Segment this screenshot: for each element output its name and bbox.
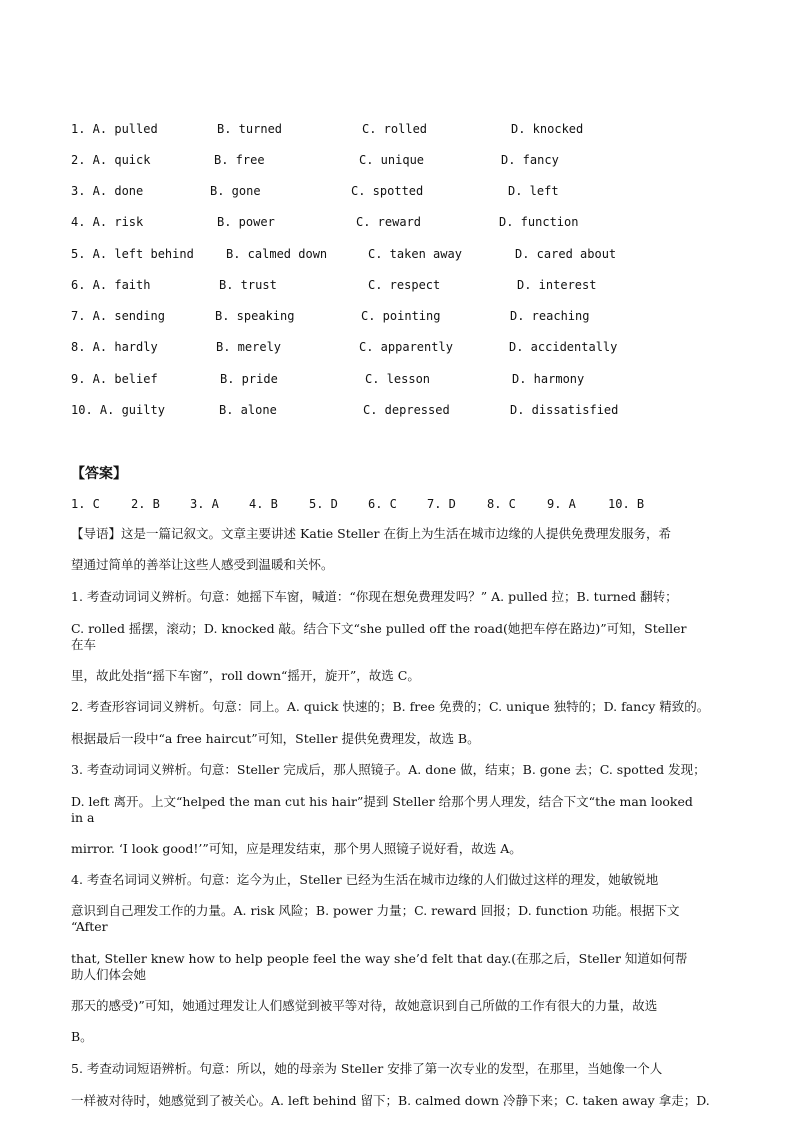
explanation-line: 在车 <box>71 637 97 652</box>
option-b: B. speaking <box>215 309 295 323</box>
option-b: B. gone <box>210 184 261 198</box>
option-d: D. interest <box>517 278 597 292</box>
option-d: D. knocked <box>511 122 584 136</box>
option-d: D. accidentally <box>509 340 618 354</box>
option-c: C. lesson <box>365 372 431 386</box>
option-c: C. apparently <box>359 340 453 354</box>
option-c: C. reward <box>356 215 422 229</box>
option-b: B. alone <box>219 403 277 417</box>
explanation-line: D. left 离开。上文“helped the man cut his hair”提到 Steller 给那个男人理发，结合下文“the man looked <box>71 794 693 809</box>
explanation-line: 4. 考查名词词义辨析。句意：迄今为止，Steller 已经为生活在城市边缘的人们做过这样的理发，她敏锐地 <box>71 872 659 887</box>
option-d: D. left <box>508 184 559 198</box>
explanation-line: mirror. ‘I look good!’”可知，应是理发结束，那个男人照镜子说好看，故选 A。 <box>71 841 522 856</box>
explanation-line: 助人们体会她 <box>71 967 147 982</box>
option-c: C. spotted <box>351 184 424 198</box>
answer-item: 4. B <box>249 497 278 511</box>
explanation-line: 3. 考查动词词义辨析。句意：Steller 完成后，那人照镜子。A. done 做，结束；B. gone 去；C. spotted 发现； <box>71 762 706 777</box>
option-d: D. harmony <box>512 372 585 386</box>
explanation-line: 2. 考查形容词词义辨析。句意：同上。A. quick 快速的；B. free 免费的；C. unique 独特的；D. fancy 精致的。 <box>71 699 710 714</box>
answer-item: 1. C <box>71 497 100 511</box>
explanation-line: 里，故此处指“摇下车窗”，roll down“摇开，旋开”，故选 C。 <box>71 668 420 683</box>
option-c: C. taken away <box>368 247 462 261</box>
explanation-line: B。 <box>71 1029 93 1044</box>
explanation-line: 1. 考查动词词义辨析。句意：她摇下车窗，喊道：“你现在想免费理发吗？” A. pulled 拉；B. turned 翻转； <box>71 589 678 604</box>
option-d: D. cared about <box>515 247 617 261</box>
option-a: 8. A. hardly <box>71 340 158 354</box>
explanation-line: 5. 考查动词短语辨析。句意：所以，她的母亲为 Steller 安排了第一次专业的发型，在那里，当她像一个人 <box>71 1061 663 1076</box>
answer-item: 2. B <box>131 497 160 511</box>
explanation-line: in a <box>71 810 95 825</box>
answer-heading: 【答案】 <box>71 466 127 482</box>
option-c: C. respect <box>368 278 441 292</box>
option-c: C. depressed <box>363 403 450 417</box>
answer-item: 8. C <box>487 497 516 511</box>
option-c: C. unique <box>359 153 425 167</box>
option-b: B. calmed down <box>226 247 328 261</box>
option-b: B. turned <box>217 122 283 136</box>
explanation-line: C. rolled 摇摆，滚动；D. knocked 敲。结合下文“she pulled off the road(她把车停在路边)”可知，Steller <box>71 621 687 636</box>
option-b: B. power <box>217 215 275 229</box>
option-d: D. reaching <box>510 309 590 323</box>
option-b: B. free <box>214 153 265 167</box>
explanation-line: 意识到自己理发工作的力量。A. risk 风险；B. power 力量；C. reward 回报；D. function 功能。根据下文 <box>71 903 680 918</box>
option-d: D. dissatisfied <box>510 403 619 417</box>
explanation-line: that, Steller knew how to help people feel the way she’d felt that day.(在那之后，Steller 知道如何帮 <box>71 951 688 966</box>
option-c: C. pointing <box>361 309 441 323</box>
answer-item: 9. A <box>547 497 576 511</box>
explanation-line: 一样被对待时，她感觉到了被关心。A. left behind 留下；B. calmed down 冷静下来；C. taken away 拿走；D. <box>71 1093 710 1108</box>
answer-item: 10. B <box>608 497 645 511</box>
option-b: B. merely <box>216 340 282 354</box>
answer-item: 5. D <box>309 497 338 511</box>
explanation-line: 根据最后一段中“a free haircut”可知，Steller 提供免费理发，故选 B。 <box>71 731 480 746</box>
option-a: 4. A. risk <box>71 215 144 229</box>
explanation-line: 望通过简单的善举让这些人感受到温暖和关怀。 <box>71 557 334 572</box>
answer-item: 7. D <box>427 497 456 511</box>
option-a: 5. A. left behind <box>71 247 194 261</box>
option-a: 2. A. quick <box>71 153 151 167</box>
explanation-line: 那天的感受)”可知，她通过理发让人们感觉到被平等对待，故她意识到自己所做的工作有很大的力量，故选 <box>71 998 658 1013</box>
option-b: B. trust <box>219 278 277 292</box>
explanation-line: “After <box>71 919 108 934</box>
option-a: 10. A. guilty <box>71 403 165 417</box>
option-c: C. rolled <box>362 122 428 136</box>
option-a: 7. A. sending <box>71 309 165 323</box>
explanation-line: 【导语】这是一篇记叙文。文章主要讲述 Katie Steller 在街上为生活在城市边缘的人提供免费理发服务，希 <box>71 526 671 541</box>
answer-item: 6. C <box>368 497 397 511</box>
option-d: D. fancy <box>501 153 559 167</box>
option-a: 3. A. done <box>71 184 144 198</box>
option-a: 1. A. pulled <box>71 122 158 136</box>
option-a: 6. A. faith <box>71 278 151 292</box>
option-a: 9. A. belief <box>71 372 158 386</box>
option-d: D. function <box>499 215 579 229</box>
answer-item: 3. A <box>190 497 219 511</box>
option-b: B. pride <box>220 372 278 386</box>
